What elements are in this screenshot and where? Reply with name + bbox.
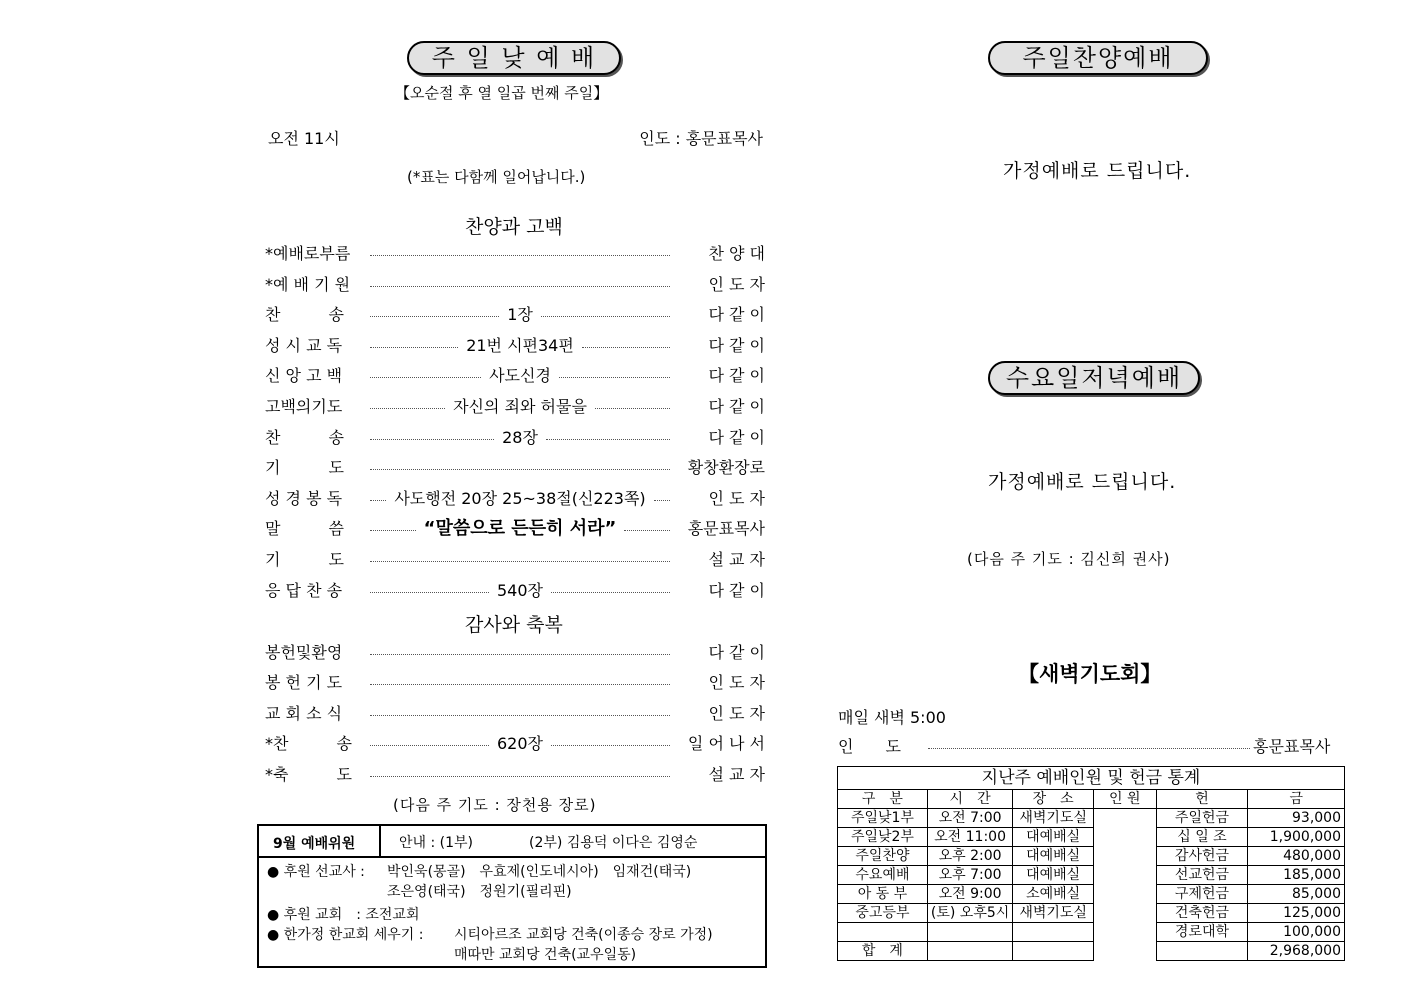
- order-leader-dots: [370, 365, 670, 387]
- order-leader-dots: [370, 243, 670, 265]
- order-row: [265, 580, 765, 602]
- order-row: [265, 427, 765, 449]
- stats-cell: 93,000: [1248, 809, 1345, 828]
- stats-cell: [1094, 847, 1156, 866]
- order-item-person: 설 교 자: [708, 550, 765, 569]
- stats-cell: 오전 11:00: [927, 828, 1012, 847]
- order-item-detail: 540장: [497, 580, 543, 600]
- order-item-person: 황창환장로: [687, 458, 765, 478]
- stats-cell: 185,000: [1248, 866, 1345, 885]
- order-item-label: 성 시 교 독: [265, 335, 343, 355]
- order-row: [265, 518, 765, 540]
- order-row: [265, 335, 765, 357]
- stats-cell: 아 동 부: [838, 885, 928, 904]
- order-item-person: 다 같 이: [708, 580, 765, 600]
- stats-table: [837, 766, 1345, 961]
- order-item-person: 찬 양 대: [708, 244, 765, 263]
- order-row: [265, 733, 765, 755]
- order-item-person: 다 같 이: [708, 305, 765, 325]
- order-row: [265, 642, 765, 664]
- order-item-person: 일 어 나 서: [687, 734, 765, 754]
- stats-cell: 수요예배: [838, 866, 928, 885]
- order-item-label: 신 앙 고 백: [265, 366, 343, 386]
- order-item-label: 찬 송: [265, 305, 344, 325]
- order-item-label: 고백의기도: [265, 397, 343, 416]
- stats-header-cell: 금: [1248, 790, 1345, 809]
- order-item-person: 다 같 이: [708, 397, 765, 416]
- dawn-leader: 홍문표목사: [1253, 737, 1331, 756]
- stats-cell: 구제헌금: [1156, 885, 1248, 904]
- order-item-person: 홍문표목사: [687, 519, 765, 539]
- standing-note: (*표는 다함께 일어납니다.): [407, 168, 586, 186]
- stats-cell: 경로대학: [1156, 923, 1248, 942]
- stats-cell: [1156, 942, 1248, 961]
- order-row: [265, 764, 765, 786]
- stats-cell: [1094, 942, 1156, 961]
- dawn-prayer-time: 매일 새벽 5:00: [838, 708, 946, 727]
- stats-cell: [1094, 923, 1156, 942]
- order-leader-dots: [370, 672, 670, 694]
- order-row: [265, 457, 765, 479]
- committee-label: 9월 예배위원: [273, 836, 356, 852]
- order-item-person: 설 교 자: [708, 764, 765, 784]
- wednesday-service-title: 수요일저녁예배: [988, 361, 1200, 395]
- order-leader-dots: [370, 396, 670, 418]
- order-leader-dots: [370, 764, 670, 786]
- info-box: [257, 824, 767, 968]
- supported-church: ● 후원 교회 : 조전교회: [267, 907, 420, 923]
- order-item-label: 성 경 봉 독: [265, 488, 343, 508]
- order-item-detail: 28장: [502, 427, 538, 447]
- order-item-person: 인 도 자: [708, 703, 765, 723]
- stats-cell: [1094, 866, 1156, 885]
- stats-header-cell: 구 분: [838, 790, 928, 809]
- stats-row: [838, 904, 1345, 923]
- order-item-person: 다 같 이: [708, 643, 765, 662]
- stats-cell: 새벽기도실: [1013, 809, 1094, 828]
- stats-cell: 2,968,000: [1248, 942, 1345, 961]
- stats-cell: 1,900,000: [1248, 828, 1345, 847]
- stats-cell: 소예배실: [1013, 885, 1094, 904]
- stats-cell: 오후 2:00: [927, 847, 1012, 866]
- stats-cell: 오후 7:00: [927, 866, 1012, 885]
- order-leader-dots: [370, 703, 670, 725]
- stats-cell: 대예배실: [1013, 828, 1094, 847]
- stats-title: 지난주 예배인원 및 헌금 통계: [838, 767, 1345, 790]
- stats-cell: 주일낮1부: [838, 809, 928, 828]
- order-item-label: 말 씀: [265, 519, 344, 539]
- order-item-label: 찬 송: [265, 427, 344, 447]
- stats-cell: 오전 9:00: [927, 885, 1012, 904]
- stats-row: [838, 885, 1345, 904]
- stats-cell: 주일헌금: [1156, 809, 1248, 828]
- missionary-label: ● 후원 선교사 :: [267, 864, 365, 880]
- stats-row: [838, 809, 1345, 828]
- order-leader-dots: [370, 642, 670, 664]
- section-thanks-blessing: 감사와 축복: [465, 614, 563, 636]
- dawn-leader-label: 인 도: [838, 737, 901, 756]
- stats-cell: [1094, 809, 1156, 828]
- order-item-person: 다 같 이: [708, 335, 765, 355]
- order-row: [265, 396, 765, 418]
- order-item-label: 응 답 찬 송: [265, 580, 343, 600]
- stats-header-cell: 장 소: [1013, 790, 1094, 809]
- dawn-prayer-title: 【새벽기도회】: [1018, 662, 1162, 686]
- order-item-label: *예배로부름: [265, 244, 351, 263]
- stats-row: [838, 847, 1345, 866]
- stats-cell: 십 일 조: [1156, 828, 1248, 847]
- order-row: [265, 274, 765, 296]
- order-row: [265, 243, 765, 265]
- stats-cell: [1094, 828, 1156, 847]
- order-leader-dots: [370, 549, 670, 571]
- order-leader-dots: [370, 304, 670, 326]
- order-item-person: 다 같 이: [708, 366, 765, 386]
- order-item-label: *찬 송: [265, 734, 352, 754]
- wednesday-service-text: 가정예배로 드립니다.: [988, 471, 1177, 493]
- stats-cell: 감사헌금: [1156, 847, 1248, 866]
- order-leader-dots: [370, 518, 670, 540]
- stats-cell: 중고등부: [838, 904, 928, 923]
- service-leader: 인도 : 홍문표목사: [639, 129, 763, 148]
- missionary-list-1: 박인욱(몽골) 우효제(인도네시아) 임재건(태국): [387, 864, 692, 880]
- order-item-label: *축 도: [265, 764, 352, 784]
- order-item-detail: 1장: [507, 305, 533, 325]
- stats-cell: 오전 7:00: [927, 809, 1012, 828]
- stats-row: [838, 923, 1345, 942]
- stats-cell: [1013, 942, 1094, 961]
- missionary-list-2: 조은영(태국) 정원기(필리핀): [387, 884, 572, 900]
- order-leader-dots: [370, 580, 670, 602]
- stats-cell: 100,000: [1248, 923, 1345, 942]
- order-item-detail: 자신의 죄와 허물을: [453, 397, 587, 416]
- stats-cell: (토) 오후5시: [927, 904, 1012, 923]
- order-row: [265, 365, 765, 387]
- order-leader-dots: [370, 335, 670, 357]
- next-week-prayer: (다음 주 기도 : 장천용 장로): [393, 796, 597, 814]
- stats-cell: 주일낮2부: [838, 828, 928, 847]
- order-item-person: 다 같 이: [708, 427, 765, 447]
- order-item-detail: 사도행전 20장 25~38절(신223쪽): [394, 488, 646, 508]
- order-row: [265, 549, 765, 571]
- order-leader-dots: [370, 274, 670, 296]
- church-plant-label: ● 한가정 한교회 세우기 :: [267, 927, 424, 943]
- stats-header-cell: 시 간: [927, 790, 1012, 809]
- order-item-person: 인 도 자: [708, 673, 765, 693]
- order-item-detail: 21번 시편34편: [466, 335, 574, 355]
- order-item-label: *예 배 기 원: [265, 274, 351, 294]
- order-item-label: 기 도: [265, 550, 344, 569]
- stats-cell: 125,000: [1248, 904, 1345, 923]
- stats-cell: [1013, 923, 1094, 942]
- order-leader-dots: [370, 427, 670, 449]
- order-row: [265, 304, 765, 326]
- praise-service-text: 가정예배로 드립니다.: [1003, 160, 1192, 182]
- stats-cell: 480,000: [1248, 847, 1345, 866]
- stats-cell: [927, 942, 1012, 961]
- order-item-person: 인 도 자: [708, 488, 765, 508]
- dawn-leader-dots: [928, 748, 1250, 749]
- stats-cell: 대예배실: [1013, 866, 1094, 885]
- stats-row: [838, 942, 1345, 961]
- service-subtitle: 【오순절 후 열 일곱 번째 주일】: [395, 84, 609, 102]
- order-row: [265, 672, 765, 694]
- stats-cell: [1094, 885, 1156, 904]
- stats-cell: 합 계: [838, 942, 928, 961]
- stats-cell: [1094, 904, 1156, 923]
- stats-cell: [838, 923, 928, 942]
- order-leader-dots: [370, 733, 670, 755]
- stats-cell: [927, 923, 1012, 942]
- order-item-label: 교 회 소 식: [265, 703, 343, 723]
- service-time: 오전 11시: [268, 129, 340, 148]
- order-leader-dots: [370, 457, 670, 479]
- praise-service-title: 주일찬양예배: [988, 41, 1208, 75]
- order-row: [265, 488, 765, 510]
- church-plant-2: 매따만 교회당 건축(교우일동): [454, 947, 637, 963]
- stats-header-cell: 인 원: [1094, 790, 1156, 809]
- stats-row: [838, 866, 1345, 885]
- stats-cell: 건축헌금: [1156, 904, 1248, 923]
- stats-header-cell: 헌: [1156, 790, 1248, 809]
- stats-cell: 선교헌금: [1156, 866, 1248, 885]
- church-plant-1: 시티아르조 교회당 건축(이종승 장로 가정): [454, 927, 713, 943]
- order-row: [265, 703, 765, 725]
- wednesday-next-prayer: (다음 주 기도 : 김신희 권사): [967, 550, 1171, 568]
- sunday-service-title: 주 일 낮 예 배: [407, 41, 621, 75]
- order-item-detail: “말씀으로 든든히 서라”: [423, 518, 617, 540]
- stats-cell: 대예배실: [1013, 847, 1094, 866]
- order-item-label: 봉 헌 기 도: [265, 673, 343, 693]
- section-praise-confession: 찬양과 고백: [465, 216, 563, 238]
- stats-cell: 새벽기도실: [1013, 904, 1094, 923]
- order-item-label: 봉헌및환영: [265, 643, 343, 662]
- order-item-person: 인 도 자: [708, 274, 765, 294]
- order-item-detail: 620장: [497, 734, 543, 754]
- order-leader-dots: [370, 488, 670, 510]
- order-item-label: 기 도: [265, 458, 344, 478]
- order-item-detail: 사도신경: [489, 366, 551, 386]
- stats-cell: 85,000: [1248, 885, 1345, 904]
- usher-info: 안내 : (1부) (2부) 김용덕 이다은 김영순: [399, 835, 698, 851]
- stats-row: [838, 828, 1345, 847]
- stats-cell: 주일찬양: [838, 847, 928, 866]
